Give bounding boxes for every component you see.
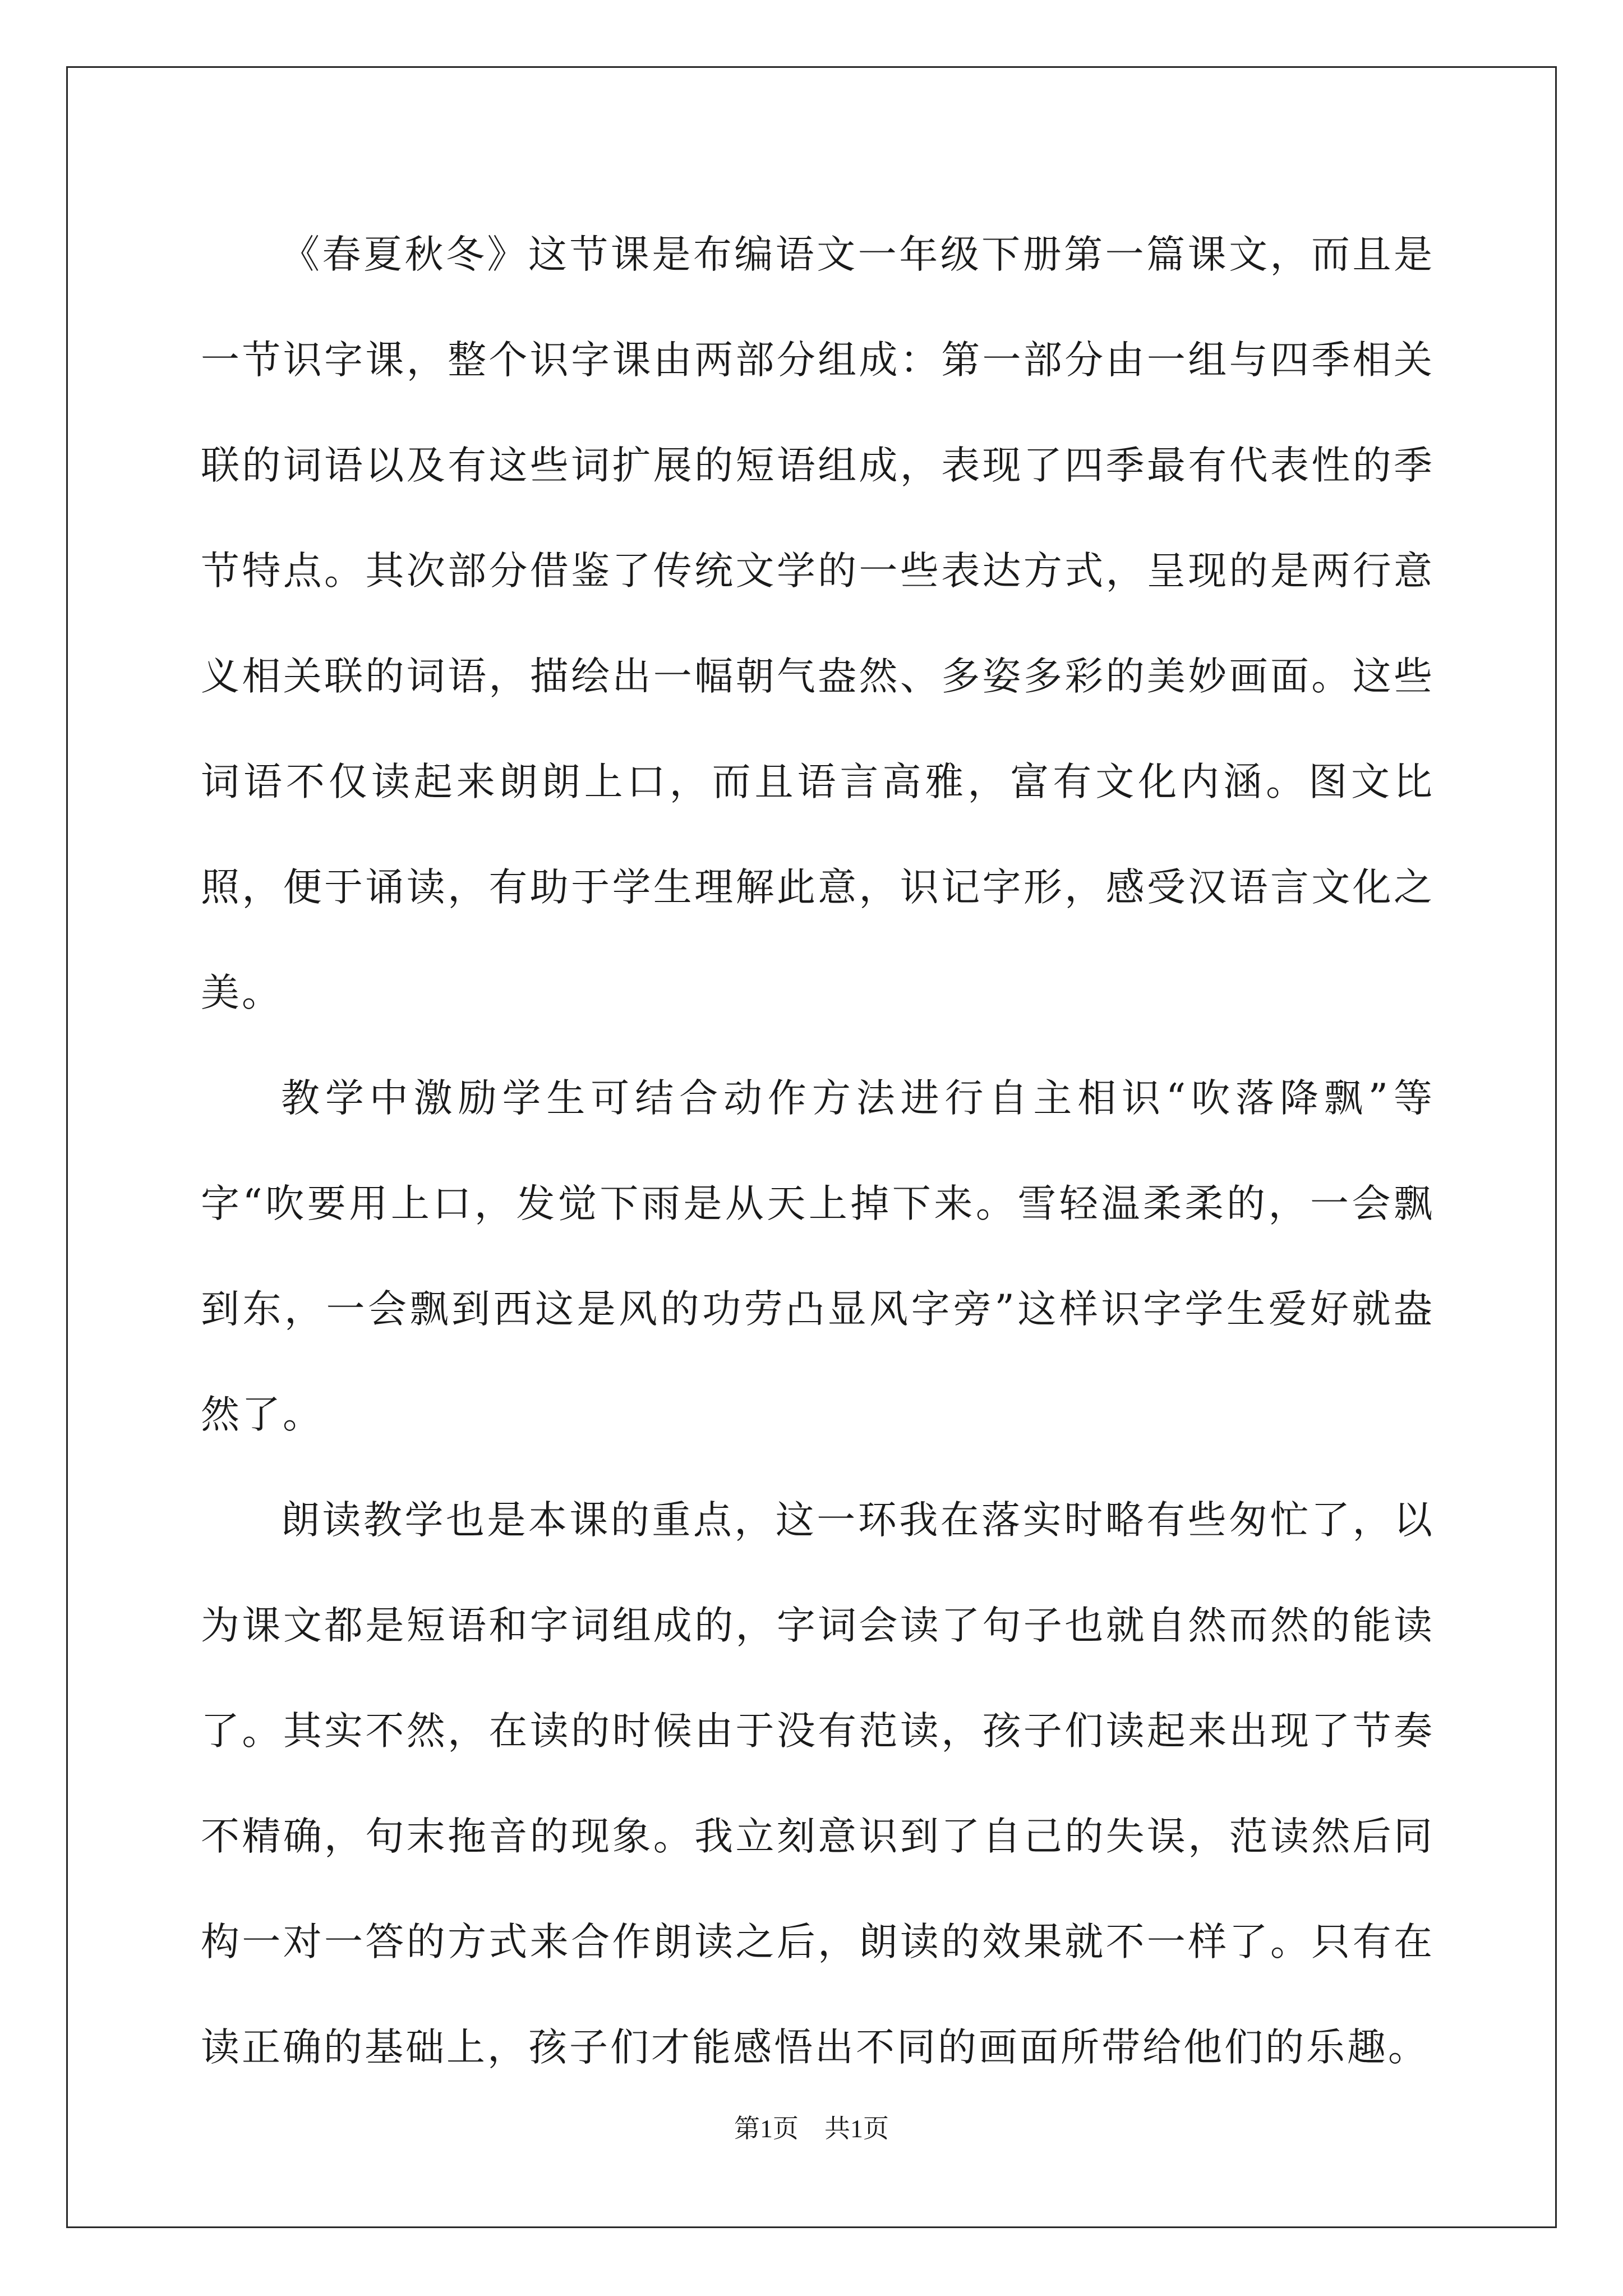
paragraph-1: 《春夏秋冬》这节课是布编语文一年级下册第一篇课文，而且是一节识字课，整个识字课由两部分组成：第一部分由一组与四季相关联的词语以及有这些词扩展的短语组成，表现了四季最有代表性的季节特点。其次部分借鉴了传统文学的一些表达方式，呈现的是两行意义相关联的词语，描绘出一幅朝气盎然、多姿多彩的美妙画面。这些词语不仅读起来朗朗上口，而且语言高雅，富有文化内涵。图文比照，便于诵读，有助于学生理解此意，识记字形，感受汉语言文化之美。: [201, 232, 1435, 1015]
document-body: [201, 202, 1435, 2100]
paragraph-3: 朗读教学也是本课的重点，这一环我在落实时略有些匆忙了，以为课文都是短语和字词组成的，字词会读了句子也就自然而然的能读了。其实不然，在读的时候由于没有范读，孩子们读起来出现了节奏不精确，句末拖音的现象。我立刻意识到了自己的失误，范读然后同构一对一答的方式来合作朗读之后，朗读的效果就不一样了。只有在读正确的基础上，孩子们才能感悟出不同的画面所带给他们的乐趣。: [201, 1498, 1435, 2070]
page-footer: 第1页 共1页: [734, 2114, 889, 2143]
paragraph-2: 教学中激励学生可结合动作方法进行自主相识“吹落降飘”等字“吹要用上口，发觉下雨是从天上掉下来。雪轻温柔柔的，一会飘到东，一会飘到西这是风的功劳凸显风字旁”这样识字学生爱好就盎然了。: [201, 1076, 1435, 1437]
